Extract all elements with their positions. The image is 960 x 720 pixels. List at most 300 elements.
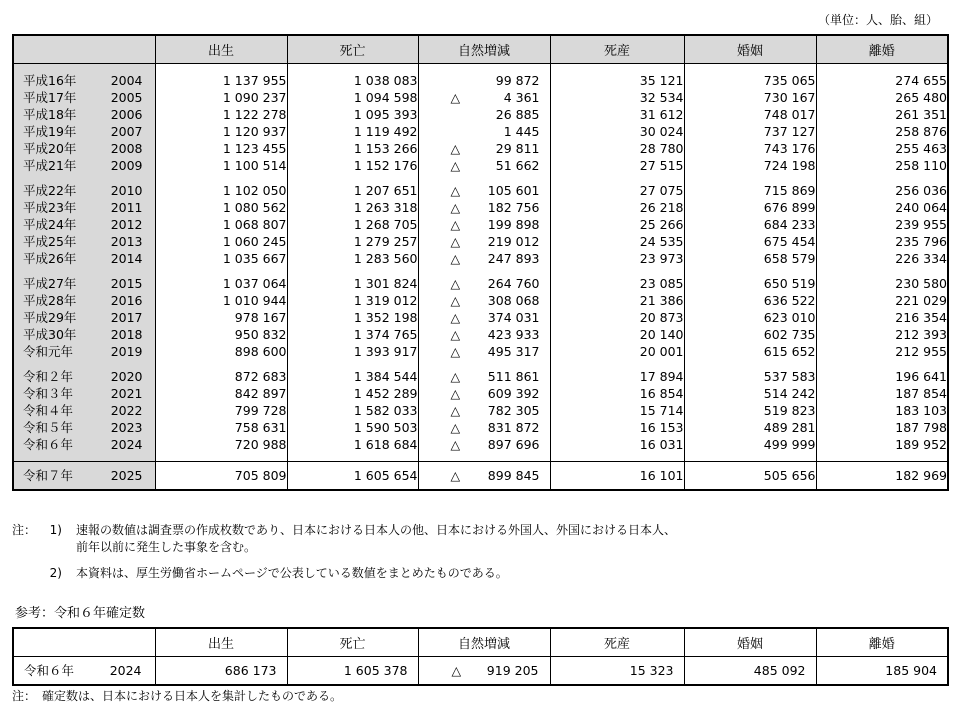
spacer-cell (13, 64, 155, 73)
spacer-cell (550, 453, 684, 462)
ref-header-corner (13, 628, 155, 657)
year-cell (13, 436, 155, 453)
stillbirth-value: 17 894 (550, 368, 684, 385)
spacer-row (13, 267, 948, 275)
death-value: 1 279 257 (287, 233, 418, 250)
spacer-cell (418, 267, 550, 275)
table-row (13, 216, 948, 233)
natural-change-sign: △ (450, 183, 461, 198)
ref-death: 1 605 378 (287, 657, 418, 686)
death-value: 1 268 705 (287, 216, 418, 233)
birth-value: 1 123 455 (155, 140, 287, 157)
note-2-text: 本資料は、厚生労働省ホームページで公表している数値をまとめたものである。 (76, 566, 508, 580)
stillbirth-value: 16 031 (550, 436, 684, 453)
natural-change-sign: △ (450, 468, 461, 483)
birth-value: 799 728 (155, 402, 287, 419)
header-birth: 出生 (155, 35, 287, 64)
birth-value: 872 683 (155, 368, 287, 385)
natural-change-value: 219 012 (487, 234, 540, 249)
table-row (13, 182, 948, 199)
spacer-cell (418, 453, 550, 462)
natural-change-value: 609 392 (487, 386, 540, 401)
divorce-value: 216 354 (816, 309, 948, 326)
year-cell (13, 106, 155, 123)
header-row (13, 35, 948, 64)
spacer-cell (684, 174, 816, 182)
marriage-value: 743 176 (684, 140, 816, 157)
natural-change-value: 105 601 (487, 183, 540, 198)
spacer-cell (13, 174, 155, 182)
marriage-value: 658 579 (684, 250, 816, 267)
ref-header-birth: 出生 (155, 628, 287, 657)
natural-change-cell (418, 140, 550, 157)
stillbirth-value: 16 854 (550, 385, 684, 402)
spacer-cell (287, 360, 418, 368)
stillbirth-value: 30 024 (550, 123, 684, 140)
era-label: 平成21年 (23, 158, 77, 173)
ref-year: 2024 (109, 663, 142, 678)
spacer-cell (816, 453, 948, 462)
spacer-cell (13, 360, 155, 368)
natural-change-sign: △ (450, 141, 461, 156)
death-value: 1 283 560 (287, 250, 418, 267)
divorce-value: 226 334 (816, 250, 948, 267)
birth-value: 1 060 245 (155, 233, 287, 250)
year-label: 2017 (110, 310, 143, 325)
natural-change-cell (418, 419, 550, 436)
birth-value: 1 122 278 (155, 106, 287, 123)
year-label: 2021 (110, 386, 143, 401)
divorce-value: 239 955 (816, 216, 948, 233)
divorce-value: 187 798 (816, 419, 948, 436)
death-value: 1 153 266 (287, 140, 418, 157)
birth-value: 1 100 514 (155, 157, 287, 174)
year-label: 2006 (110, 107, 143, 122)
divorce-value: 182 969 (816, 462, 948, 491)
natural-change-cell (418, 250, 550, 267)
natural-change-cell (418, 123, 550, 140)
table-row (13, 436, 948, 453)
spacer-cell (155, 267, 287, 275)
natural-change-sign: △ (450, 403, 461, 418)
stillbirth-value: 20 140 (550, 326, 684, 343)
era-label: 令和元年 (23, 344, 74, 359)
year-cell (13, 462, 155, 491)
birth-value: 898 600 (155, 343, 287, 360)
year-label: 2008 (110, 141, 143, 156)
divorce-value: 258 876 (816, 123, 948, 140)
marriage-value: 636 522 (684, 292, 816, 309)
era-label: 令和３年 (23, 386, 74, 401)
ref-natural-change-cell (418, 657, 550, 686)
natural-change-sign: △ (450, 251, 461, 266)
year-label: 2009 (110, 158, 143, 173)
era-label: 令和２年 (23, 369, 74, 384)
stillbirth-value: 23 085 (550, 275, 684, 292)
year-label: 2023 (110, 420, 143, 435)
year-label: 2019 (110, 344, 143, 359)
spacer-cell (550, 64, 684, 73)
natural-change-cell (418, 216, 550, 233)
marriage-value: 650 519 (684, 275, 816, 292)
era-label: 令和５年 (23, 420, 74, 435)
birth-value: 720 988 (155, 436, 287, 453)
death-value: 1 452 289 (287, 385, 418, 402)
marriage-value: 499 999 (684, 436, 816, 453)
year-label: 2004 (110, 73, 143, 88)
natural-change-sign: △ (450, 90, 461, 105)
ref-divorce: 185 904 (816, 657, 948, 686)
death-value: 1 352 198 (287, 309, 418, 326)
natural-change-sign: △ (450, 369, 461, 384)
stillbirth-value: 28 780 (550, 140, 684, 157)
spacer-row (13, 453, 948, 462)
spacer-cell (287, 267, 418, 275)
table-row (13, 233, 948, 250)
marriage-value: 519 823 (684, 402, 816, 419)
year-cell (13, 140, 155, 157)
ref-year-cell (13, 657, 155, 686)
table-row (13, 275, 948, 292)
header-divorce: 離婚 (816, 35, 948, 64)
natural-change-sign: △ (450, 200, 461, 215)
death-value: 1 119 492 (287, 123, 418, 140)
year-label: 2010 (110, 183, 143, 198)
spacer-cell (155, 64, 287, 73)
death-value: 1 038 083 (287, 72, 418, 89)
birth-value: 1 068 807 (155, 216, 287, 233)
notes-label: 注： (12, 523, 37, 537)
marriage-value: 684 233 (684, 216, 816, 233)
natural-change-cell (418, 343, 550, 360)
natural-change-cell (418, 326, 550, 343)
era-label: 平成29年 (23, 310, 77, 325)
era-label: 平成23年 (23, 200, 77, 215)
year-label: 2016 (110, 293, 143, 308)
stillbirth-value: 25 266 (550, 216, 684, 233)
natural-change-cell (418, 157, 550, 174)
table-row (13, 157, 948, 174)
spacer-row (13, 174, 948, 182)
death-value: 1 207 651 (287, 182, 418, 199)
divorce-value: 240 064 (816, 199, 948, 216)
note-1-text: 速報の数値は調査票の作成枚数であり、日本における日本人の他、日本における外国人、外国における日本人、 (76, 523, 677, 537)
notes (12, 522, 942, 582)
natural-change-sign: △ (450, 310, 461, 325)
spacer-cell (550, 360, 684, 368)
table-row (13, 250, 948, 267)
spacer-cell (418, 64, 550, 73)
divorce-value: 255 463 (816, 140, 948, 157)
ref-nat: 919 205 (486, 663, 539, 678)
year-cell (13, 123, 155, 140)
divorce-value: 183 103 (816, 402, 948, 419)
ref-header-death: 死亡 (287, 628, 418, 657)
spacer-row (13, 64, 948, 73)
era-label: 令和４年 (23, 403, 74, 418)
table-row (13, 343, 948, 360)
death-value: 1 374 765 (287, 326, 418, 343)
stillbirth-value: 21 386 (550, 292, 684, 309)
divorce-value: 196 641 (816, 368, 948, 385)
era-label: 平成27年 (23, 276, 77, 291)
era-label: 平成16年 (23, 73, 77, 88)
ref-marriage: 485 092 (684, 657, 816, 686)
marriage-value: 737 127 (684, 123, 816, 140)
year-label: 2025 (110, 468, 143, 483)
divorce-value: 265 480 (816, 89, 948, 106)
year-label: 2015 (110, 276, 143, 291)
spacer-cell (13, 267, 155, 275)
year-cell (13, 275, 155, 292)
marriage-value: 724 198 (684, 157, 816, 174)
year-label: 2024 (110, 437, 143, 452)
year-cell (13, 343, 155, 360)
table-row (13, 309, 948, 326)
note-1-text-cont: 前年以前に発生した事象を含む。 (76, 540, 257, 554)
spacer-cell (816, 64, 948, 73)
year-cell (13, 157, 155, 174)
year-cell (13, 326, 155, 343)
table-row (13, 385, 948, 402)
era-label: 平成19年 (23, 124, 77, 139)
natural-change-sign: △ (450, 276, 461, 291)
ref-stillbirth: 15 323 (550, 657, 684, 686)
year-cell (13, 368, 155, 385)
ref-header-marriage: 婚姻 (684, 628, 816, 657)
unit-label: （単位：人、胎、組） (817, 13, 938, 27)
natural-change-value: 495 317 (487, 344, 540, 359)
ref-era: 令和６年 (24, 663, 75, 678)
divorce-value: 187 854 (816, 385, 948, 402)
spacer-cell (816, 360, 948, 368)
year-label: 2005 (110, 90, 143, 105)
natural-change-cell (418, 199, 550, 216)
birth-value: 950 832 (155, 326, 287, 343)
ref-header-natural-change: 自然増減 (418, 628, 550, 657)
marriage-value: 748 017 (684, 106, 816, 123)
natural-change-value: 899 845 (487, 468, 540, 483)
note-2-index: 2) (49, 566, 62, 580)
era-label: 平成28年 (23, 293, 77, 308)
natural-change-cell (418, 402, 550, 419)
spacer-cell (684, 453, 816, 462)
era-label: 平成26年 (23, 251, 77, 266)
stillbirth-value: 32 534 (550, 89, 684, 106)
table-row (13, 368, 948, 385)
natural-change-cell (418, 233, 550, 250)
table-row (13, 72, 948, 89)
header-stillbirth: 死産 (550, 35, 684, 64)
divorce-value: 256 036 (816, 182, 948, 199)
spacer-cell (287, 453, 418, 462)
natural-change-value: 51 662 (495, 158, 540, 173)
table-row (13, 106, 948, 123)
table-row (13, 199, 948, 216)
birth-value: 705 809 (155, 462, 287, 491)
birth-value: 1 120 937 (155, 123, 287, 140)
natural-change-sign: △ (450, 344, 461, 359)
year-label: 2020 (110, 369, 143, 384)
death-value: 1 605 654 (287, 462, 418, 491)
table-row (13, 140, 948, 157)
reference-footnote: 注： 確定数は、日本における日本人を集計したものである。 (12, 689, 343, 703)
divorce-value: 261 351 (816, 106, 948, 123)
year-cell (13, 182, 155, 199)
note-1-index: 1) (49, 523, 62, 537)
spacer-cell (550, 267, 684, 275)
year-cell (13, 385, 155, 402)
divorce-value: 189 952 (816, 436, 948, 453)
stillbirth-value: 20 873 (550, 309, 684, 326)
spacer-cell (287, 174, 418, 182)
marriage-value: 715 869 (684, 182, 816, 199)
spacer-cell (287, 64, 418, 73)
year-label: 2007 (110, 124, 143, 139)
death-value: 1 263 318 (287, 199, 418, 216)
marriage-value: 623 010 (684, 309, 816, 326)
spacer-cell (684, 64, 816, 73)
natural-change-sign: △ (450, 158, 461, 173)
header-marriage: 婚姻 (684, 35, 816, 64)
birth-value: 1 080 562 (155, 199, 287, 216)
header-death: 死亡 (287, 35, 418, 64)
death-value: 1 384 544 (287, 368, 418, 385)
birth-value: 1 035 667 (155, 250, 287, 267)
natural-change-value: 26 885 (495, 107, 540, 122)
birth-value: 758 631 (155, 419, 287, 436)
year-cell (13, 233, 155, 250)
spacer-cell (155, 453, 287, 462)
era-label: 平成24年 (23, 217, 77, 232)
table-row (13, 123, 948, 140)
marriage-value: 537 583 (684, 368, 816, 385)
era-label: 令和６年 (23, 437, 74, 452)
natural-change-value: 1 445 (503, 124, 540, 139)
divorce-value: 235 796 (816, 233, 948, 250)
spacer-cell (684, 360, 816, 368)
natural-change-cell (418, 385, 550, 402)
era-label: 平成18年 (23, 107, 77, 122)
spacer-cell (816, 174, 948, 182)
year-cell (13, 199, 155, 216)
death-value: 1 301 824 (287, 275, 418, 292)
death-value: 1 095 393 (287, 106, 418, 123)
reference-header-row (13, 628, 948, 657)
natural-change-sign: △ (450, 217, 461, 232)
marriage-value: 676 899 (684, 199, 816, 216)
ref-header-stillbirth: 死産 (550, 628, 684, 657)
natural-change-cell (418, 462, 550, 491)
natural-change-value: 511 861 (487, 369, 540, 384)
natural-change-value: 831 872 (487, 420, 540, 435)
marriage-value: 675 454 (684, 233, 816, 250)
natural-change-sign: △ (450, 437, 461, 452)
marriage-value: 735 065 (684, 72, 816, 89)
year-label: 2011 (110, 200, 143, 215)
natural-change-cell (418, 72, 550, 89)
natural-change-value: 199 898 (487, 217, 540, 232)
stillbirth-value: 35 121 (550, 72, 684, 89)
spacer-cell (816, 267, 948, 275)
stillbirth-value: 27 075 (550, 182, 684, 199)
table-row (13, 462, 948, 491)
spacer-cell (418, 360, 550, 368)
natural-change-value: 374 031 (487, 310, 540, 325)
era-label: 平成20年 (23, 141, 77, 156)
natural-change-value: 29 811 (495, 141, 540, 156)
natural-change-sign: △ (450, 386, 461, 401)
spacer-row (13, 360, 948, 368)
year-label: 2018 (110, 327, 143, 342)
natural-change-cell (418, 292, 550, 309)
death-value: 1 618 684 (287, 436, 418, 453)
birth-value: 1 137 955 (155, 72, 287, 89)
marriage-value: 602 735 (684, 326, 816, 343)
header-corner (13, 35, 155, 64)
era-label: 平成17年 (23, 90, 77, 105)
birth-value: 1 102 050 (155, 182, 287, 199)
year-cell (13, 250, 155, 267)
birth-value: 1 090 237 (155, 89, 287, 106)
death-value: 1 094 598 (287, 89, 418, 106)
header-natural-change: 自然増減 (418, 35, 550, 64)
era-label: 平成22年 (23, 183, 77, 198)
natural-change-cell (418, 436, 550, 453)
year-cell (13, 72, 155, 89)
year-label: 2012 (110, 217, 143, 232)
natural-change-value: 423 933 (487, 327, 540, 342)
natural-change-value: 782 305 (487, 403, 540, 418)
natural-change-cell (418, 368, 550, 385)
divorce-value: 230 580 (816, 275, 948, 292)
table-row (13, 89, 948, 106)
spacer-cell (550, 174, 684, 182)
era-label: 平成30年 (23, 327, 77, 342)
stillbirth-value: 16 101 (550, 462, 684, 491)
natural-change-value: 264 760 (487, 276, 540, 291)
natural-change-cell (418, 89, 550, 106)
natural-change-value: 4 361 (503, 90, 540, 105)
year-label: 2014 (110, 251, 143, 266)
natural-change-value: 247 893 (487, 251, 540, 266)
marriage-value: 615 652 (684, 343, 816, 360)
natural-change-sign: △ (450, 327, 461, 342)
table-row (13, 402, 948, 419)
birth-value: 1 010 944 (155, 292, 287, 309)
vital-statistics-table (12, 34, 949, 491)
era-label: 令和７年 (23, 468, 74, 483)
spacer-cell (155, 360, 287, 368)
divorce-value: 212 393 (816, 326, 948, 343)
year-cell (13, 309, 155, 326)
divorce-value: 258 110 (816, 157, 948, 174)
birth-value: 978 167 (155, 309, 287, 326)
marriage-value: 730 167 (684, 89, 816, 106)
natural-change-value: 182 756 (487, 200, 540, 215)
spacer-cell (684, 267, 816, 275)
stillbirth-value: 27 515 (550, 157, 684, 174)
natural-change-sign: △ (450, 420, 461, 435)
death-value: 1 319 012 (287, 292, 418, 309)
year-cell (13, 402, 155, 419)
year-label: 2013 (110, 234, 143, 249)
natural-change-value: 897 696 (487, 437, 540, 452)
stillbirth-value: 31 612 (550, 106, 684, 123)
marriage-value: 489 281 (684, 419, 816, 436)
year-label: 2022 (110, 403, 143, 418)
stillbirth-value: 24 535 (550, 233, 684, 250)
